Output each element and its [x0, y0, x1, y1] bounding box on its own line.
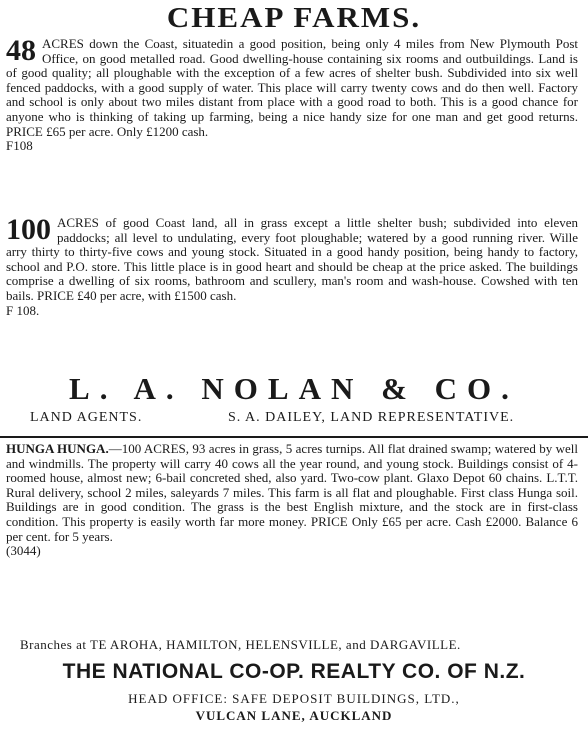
listing-48-acres [6, 34, 578, 215]
listing-lead-number: 100 [6, 213, 51, 246]
listing-body [6, 34, 578, 154]
listing-body [6, 442, 578, 559]
listing-lead-title: HUNGA HUNGA. [6, 441, 109, 456]
listing-text: —100 ACRES, 93 acres in grass, 5 acres turnips. All flat drained swamp; watered by well and windmills. The property will carry 40 cows all the year round, and young stock. Buildings consist of 4-roomed house, almost new; 6-bail concreted shed, also yard. Two-cow plant. Glaxo Depot 60 chains. L.T.T. Rural delivery, school 2 miles, saleyards 7 miles. This farm is all flat and ploughable. First class Hunga soil. Buildings are in good condition. The grass is the best English mixture, and the stock are in first-class condition. This property is easily worth far more money. PRICE Only £65 per acre. Cash £2000. Balance 6 per cent. for 5 years. [6, 441, 578, 544]
office-street: VULCAN LANE, AUCKLAND [195, 708, 393, 723]
agent-representative: S. A. DAILEY, LAND REPRESENTATIVE. [228, 410, 515, 425]
listing-hunga-hunga [6, 442, 578, 636]
section-divider [0, 436, 588, 438]
agent-name: L. A. NOLAN & CO. [69, 371, 519, 406]
listing-body [6, 213, 578, 318]
branches-line: Branches at TE AROHA, HAMILTON, HELENSVILLE, and DARGAVILLE. [20, 637, 461, 652]
listing-text: ACRES down the Coast, situatedin a good position, being only 4 miles from New Plymouth Post Office, on good metalled road. Good dwelling-house containing six rooms and outbuildings. Land is of good quality; all ploughable with the exception of a few acres of shelter bush. Subdivided into six well fenced paddocks, with a good supply of water. This place will carry twenty cows and do then well. Factory and school is only about two miles distant from place with a good road to both. This is a good chance for anyone who is thinking of taking up farming, being a nice handy size for one man and get good returns. PRICE £65 per acre. Only £1200 cash. [6, 36, 578, 139]
headline: CHEAP FARMS. [166, 1, 422, 34]
listing-100-acres [6, 213, 578, 368]
firm-name: THE NATIONAL CO-OP. REALTY CO. OF N.Z. [62, 660, 526, 683]
listing-text: ACRES of good Coast land, all in grass except a little shelter bush; subdivided into eleven paddocks; all level to undulating, every foot ploughable; watered by a good running river. Wille arry thirty to thirty-five cows and young stock. Situated in a good handy position, being handy to factory, school and P.O. store. This little place is in good heart and should be cheap at the price asked. The buildings comprise a dwelling of six rooms, bathroom and scullery, man's room and wash-house. Cowshed with ten bails. PRICE £40 per acre, with £1500 cash. [6, 215, 578, 303]
listing-reference: F108 [6, 138, 33, 154]
listing-reference: F 108. [6, 302, 40, 318]
listing-reference: (3044) [6, 543, 41, 559]
listing-lead-number: 48 [6, 34, 36, 67]
agent-role: LAND AGENTS. [30, 410, 143, 425]
head-office: HEAD OFFICE: SAFE DEPOSIT BUILDINGS, LTD., [128, 691, 460, 706]
